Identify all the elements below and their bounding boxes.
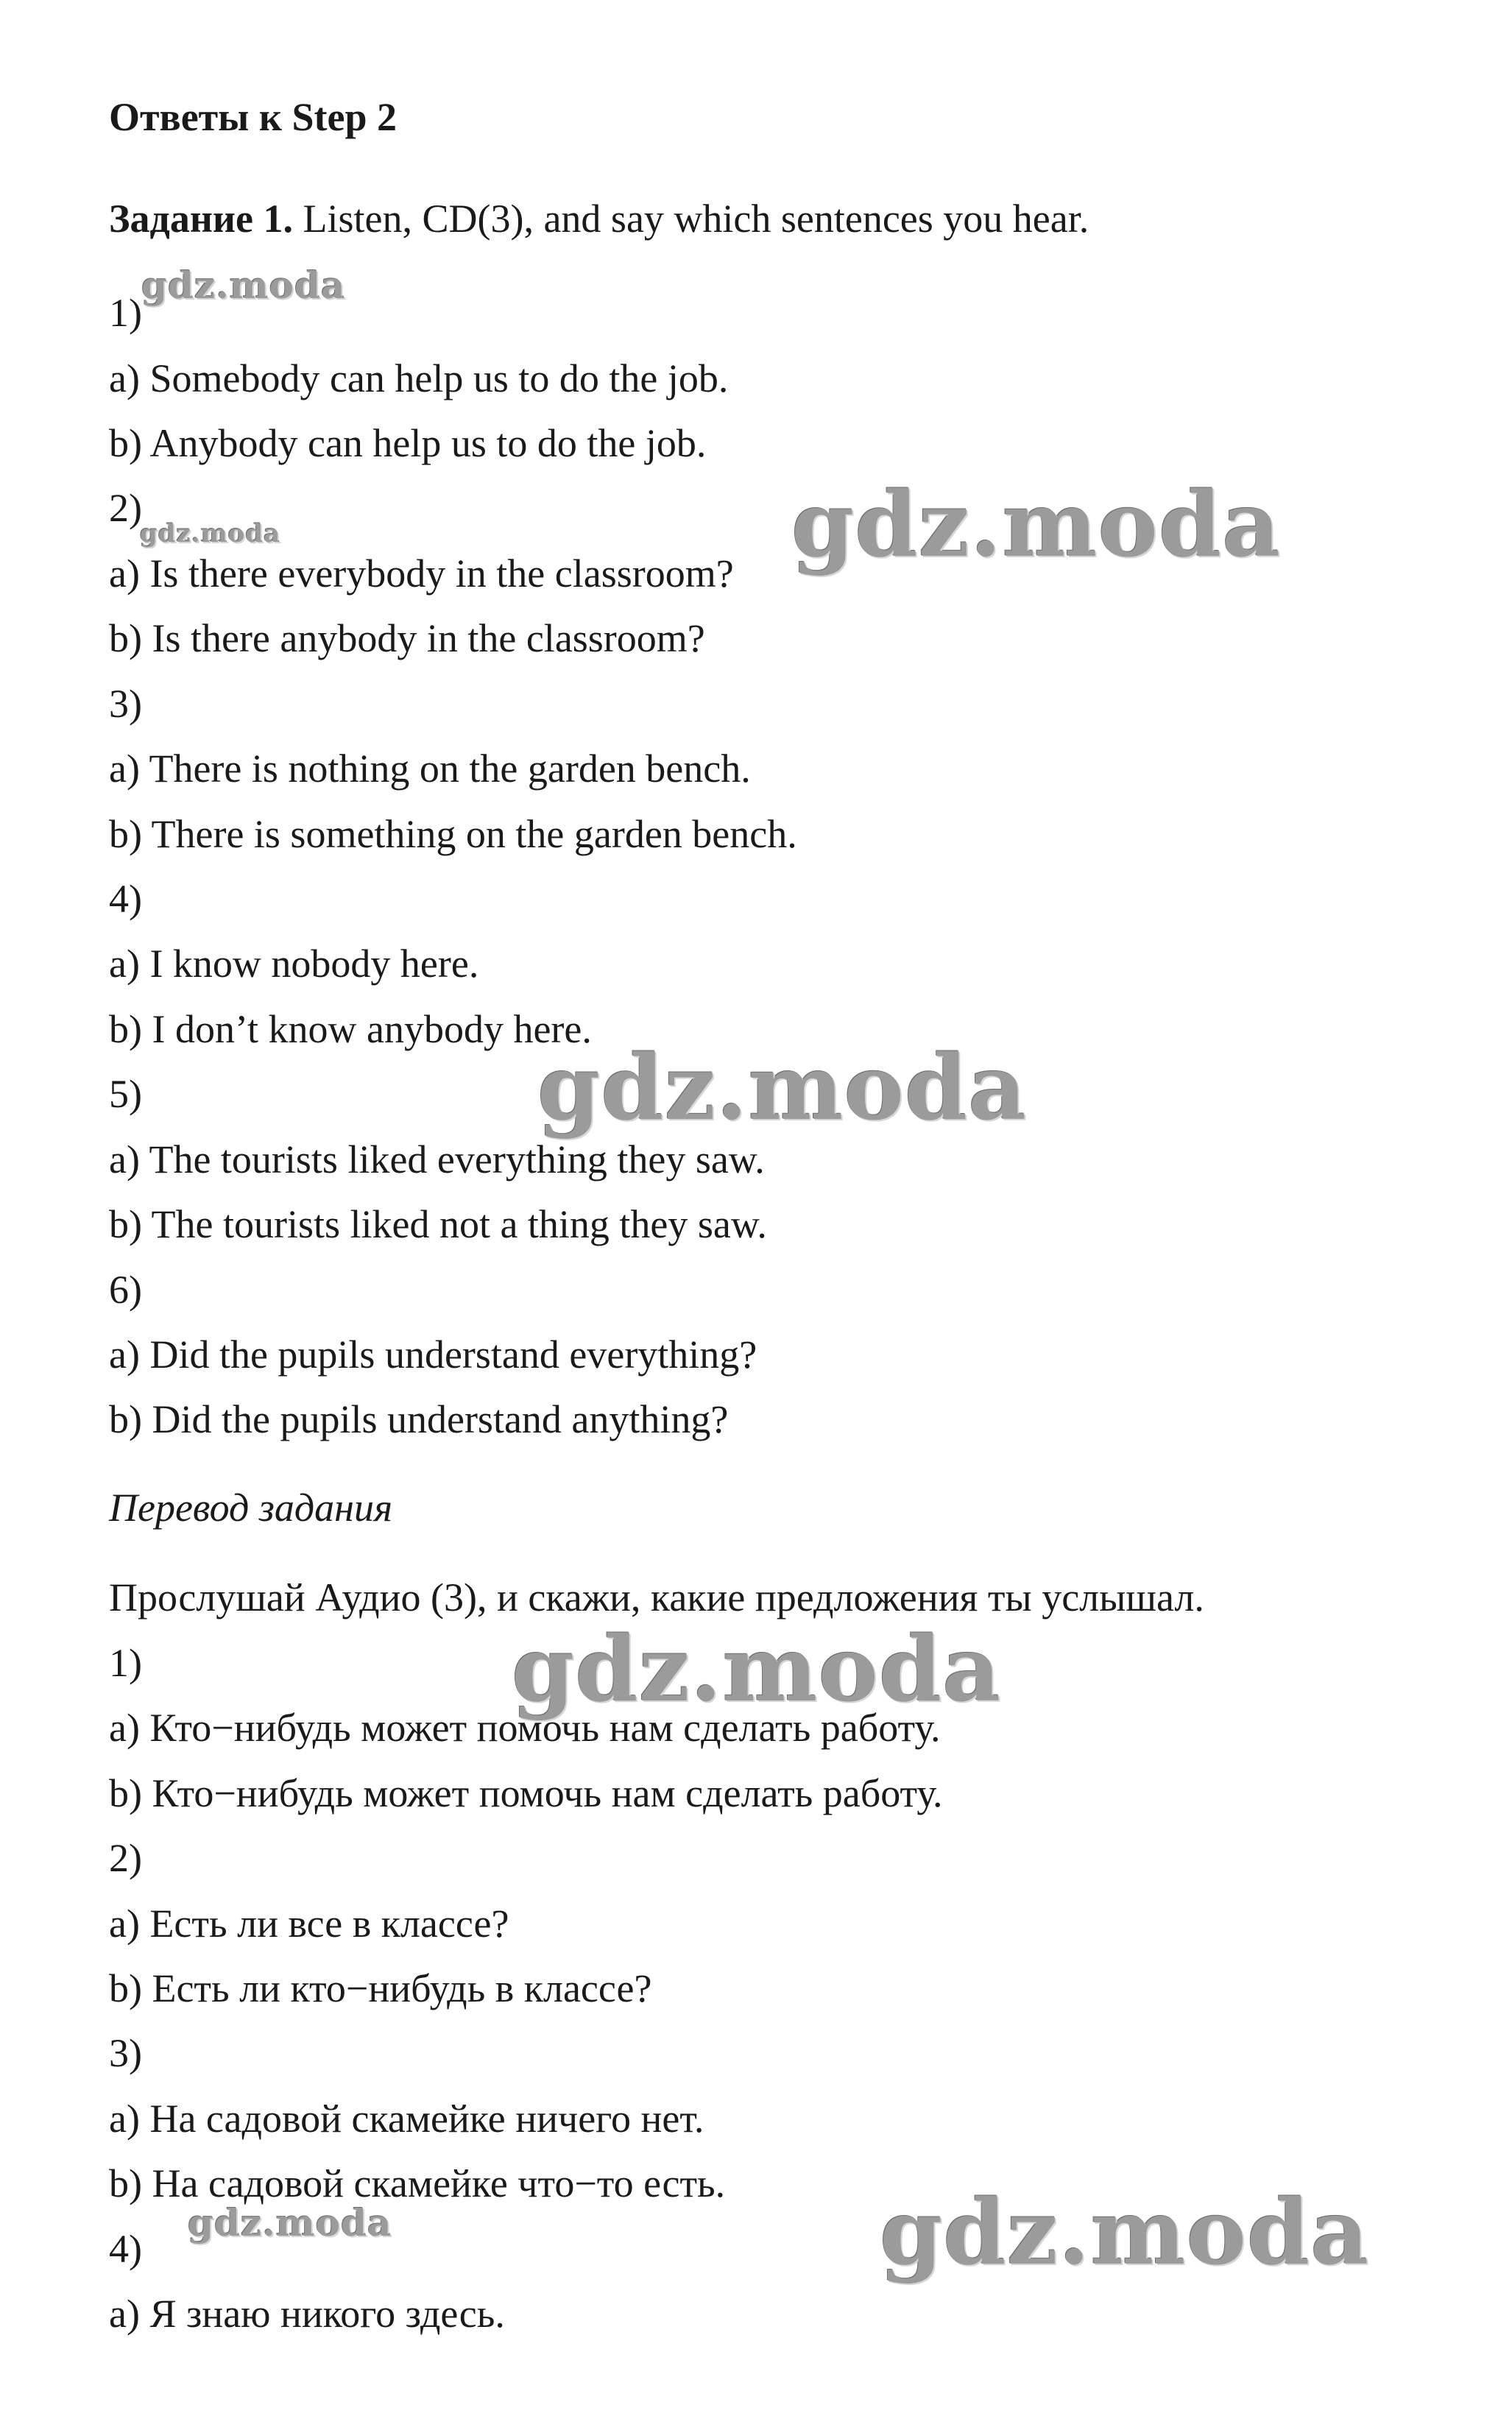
en-item-6-b: b) Did the pupils understand anything? <box>109 1397 729 1441</box>
ru-item-4-a: a) Я знаю никого здесь. <box>109 2292 505 2336</box>
page-title: Ответы к Step 2 <box>109 95 397 139</box>
ru-item-2-a: a) Есть ли все в классе? <box>109 1901 509 1946</box>
en-item-5-b: b) The tourists liked not a thing they saw. <box>109 1202 767 1246</box>
ru-item-3-b: b) На садовой скамейке что−то есть. <box>109 2161 726 2205</box>
en-item-4-b: b) I don’t know anybody here. <box>109 1007 592 1051</box>
en-item-1-b: b) Anybody can help us to do the job. <box>109 421 707 465</box>
task1-header <box>109 199 1089 239</box>
watermark: gdz.moda <box>141 264 346 307</box>
en-item-4-number: 4) <box>109 877 142 921</box>
en-item-5-a: a) The tourists liked everything they saw. <box>109 1137 765 1182</box>
ru-item-4-number: 4) <box>109 2227 142 2271</box>
watermark: gdz.moda <box>512 1616 1002 1722</box>
translation-instruction: Прослушай Аудио (3), и скажи, какие предложения ты услышал. <box>109 1575 1204 1620</box>
ru-item-3-a: a) На садовой скамейке ничего нет. <box>109 2097 704 2141</box>
translation-heading: Перевод задания <box>109 1486 393 1530</box>
en-item-5-number: 5) <box>109 1072 142 1116</box>
en-item-2-number: 2) <box>109 486 142 530</box>
en-item-2-b: b) Is there anybody in the classroom? <box>109 616 705 660</box>
en-item-3-number: 3) <box>109 682 142 726</box>
watermark: gdz.moda <box>537 1034 1028 1140</box>
en-item-4-a: a) I know nobody here. <box>109 942 479 986</box>
en-item-3-a: a) There is nothing on the garden bench. <box>109 746 751 791</box>
task1-instruction: Listen, CD(3), and say which sentences you hear. <box>293 197 1089 241</box>
watermark: gdz.moda <box>188 2201 392 2244</box>
ru-item-3-number: 3) <box>109 2031 142 2075</box>
watermark: gdz.moda <box>880 2179 1370 2285</box>
watermark: gdz.moda <box>140 519 281 548</box>
en-item-3-b: b) There is something on the garden bench. <box>109 812 797 856</box>
ru-item-1-number: 1) <box>109 1641 142 1685</box>
ru-item-1-a: a) Кто−нибудь может помочь нам сделать работу. <box>109 1706 941 1750</box>
ru-item-1-b: b) Кто−нибудь может помочь нам сделать работу. <box>109 1771 943 1815</box>
ru-item-2-number: 2) <box>109 1836 142 1880</box>
en-item-2-a: a) Is there everybody in the classroom? <box>109 551 734 596</box>
watermark: gdz.moda <box>791 471 1282 577</box>
ru-item-2-b: b) Есть ли кто−нибудь в классе? <box>109 1966 652 2010</box>
en-item-1-a: a) Somebody can help us to do the job. <box>109 356 729 400</box>
task1-label: Задание 1. <box>109 197 294 241</box>
en-item-6-a: a) Did the pupils understand everything? <box>109 1332 757 1377</box>
en-item-1-number: 1) <box>109 291 142 335</box>
en-item-6-number: 6) <box>109 1268 142 1312</box>
